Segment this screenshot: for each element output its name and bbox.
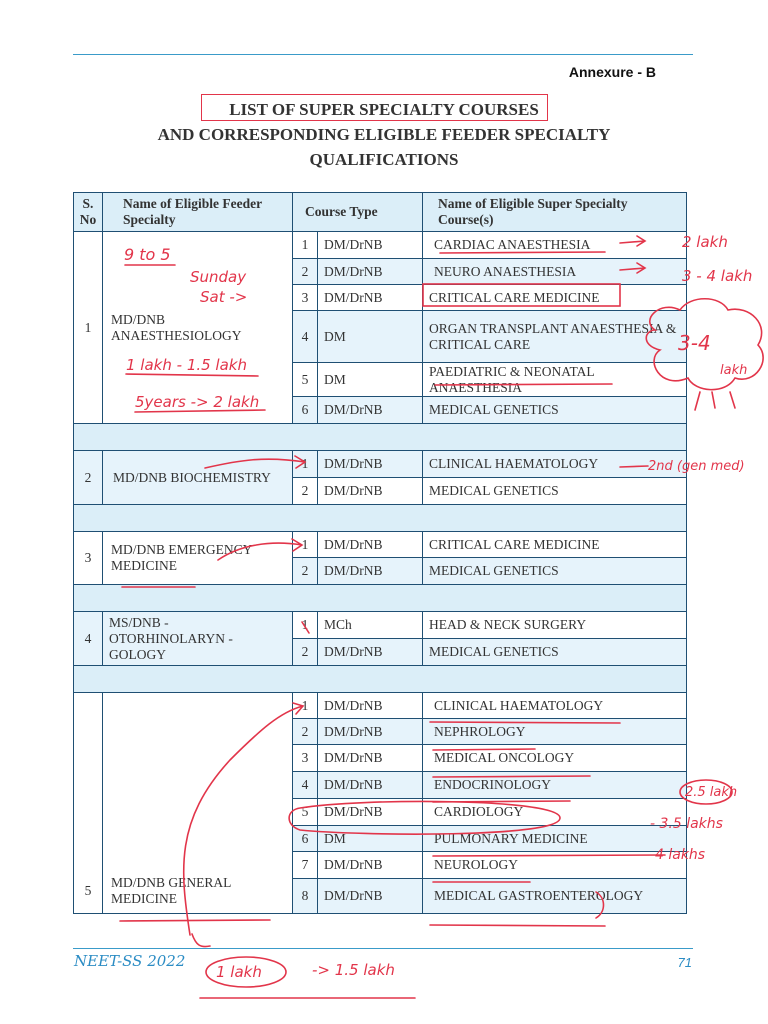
underline-nephrology [433, 749, 535, 750]
row-num: 4 [293, 311, 318, 363]
row-num: 2 [293, 478, 318, 505]
feeder-underline [120, 920, 270, 947]
cloud-legs [695, 392, 735, 410]
group-sno: 4 [74, 612, 103, 666]
row-course: NEPHROLOGY [423, 719, 687, 745]
row-num: 1 [293, 451, 318, 478]
underline-clinical-haem [430, 722, 620, 723]
row-course: MEDICAL ONCOLOGY [423, 745, 687, 772]
underline-fee [126, 374, 258, 376]
underline-oncology [433, 776, 590, 777]
row-type: DM/DrNB [318, 397, 423, 424]
row-type: DM [318, 826, 423, 852]
row-type: DM/DrNB [318, 451, 423, 478]
row-type: DM/DrNB [318, 693, 423, 719]
row-num: 3 [293, 745, 318, 772]
arrow-emergency [218, 539, 302, 560]
group-sno: 2 [74, 451, 103, 505]
row-num: 1 [293, 612, 318, 639]
group-feeder: MD/DNB ANAESTHESIOLOGY [103, 232, 293, 424]
underline-cardiac [440, 252, 605, 253]
note-fee-range: 1 lakh - 1.5 lakh [126, 356, 247, 374]
row-course: MEDICAL GENETICS [423, 639, 687, 666]
underline-gastro [430, 925, 605, 926]
underline-paediatric [435, 384, 612, 385]
row-num: 2 [293, 639, 318, 666]
row-type: DM/DrNB [318, 558, 423, 585]
row-type: DM [318, 311, 423, 363]
row-num: 5 [293, 363, 318, 397]
critical-care-box [423, 284, 620, 306]
page-title-line3: QUALIFICATIONS [309, 150, 459, 169]
arrow-neuro [620, 263, 645, 273]
row-type: DM/DrNB [318, 478, 423, 505]
group-sno: 1 [74, 232, 103, 424]
note-cardio-fee: - 3.5 lakhs [650, 816, 723, 832]
row-type: DM/DrNB [318, 772, 423, 799]
header-course-type: Course Type [293, 193, 423, 232]
cardiology-loop [289, 801, 560, 834]
underline-pulmonary [433, 855, 665, 856]
note-years: 5years -> 2 lakh [135, 393, 260, 411]
footer-title: NEET-SS 2022 [74, 952, 186, 970]
tick-mch [302, 622, 309, 633]
row-course: PAEDIATRIC & NEONATAL ANAESTHESIA [423, 363, 687, 397]
row-num: 6 [293, 826, 318, 852]
row-type: DM/DrNB [318, 799, 423, 826]
row-course: NEURO ANAESTHESIA [423, 259, 687, 285]
row-num: 2 [293, 558, 318, 585]
note-sat: Sat -> [200, 288, 248, 306]
header-feeder: Name of Eligible Feeder Specialty [103, 193, 293, 232]
row-num: 2 [293, 719, 318, 745]
note-endo-fee: 2.5 lakh [685, 785, 738, 800]
header-sno: S. No [74, 193, 103, 232]
row-num: 2 [293, 259, 318, 285]
row-num: 3 [293, 285, 318, 311]
row-num: 4 [293, 772, 318, 799]
row-course: CLINICAL HAEMATOLOGY [423, 693, 687, 719]
row-type: DM/DrNB [318, 879, 423, 914]
row-type: DM/DrNB [318, 532, 423, 558]
note-neuro-fee: 3 - 4 lakh [682, 267, 753, 285]
arrow-biochem [205, 456, 305, 468]
row-num: 6 [293, 397, 318, 424]
row-course: ORGAN TRANSPLANT ANAESTHESIA & CRITICAL CARE [423, 311, 687, 363]
row-num: 8 [293, 879, 318, 914]
page-number: 71 [677, 955, 692, 970]
arrow-gen-medicine [184, 703, 303, 935]
row-course: CARDIAC ANAESTHESIA [423, 232, 687, 259]
bracket-gastro [596, 892, 604, 918]
note-bottom-fee: 1 lakh [216, 963, 262, 981]
group-sno: 3 [74, 532, 103, 585]
group-feeder: MD/DNB EMERGENCY MEDICINE [103, 532, 293, 585]
group-feeder: MS/DNB - OTORHINOLARYN - GOLOGY [103, 612, 293, 666]
footer-rule [73, 948, 693, 949]
row-type: MCh [318, 612, 423, 639]
note-cardiac-fee: 2 lakh [682, 233, 728, 251]
row-type: DM/DrNB [318, 719, 423, 745]
row-type: DM/DrNB [318, 232, 423, 259]
row-num: 7 [293, 852, 318, 879]
row-course: PULMONARY MEDICINE [423, 826, 687, 852]
arrow-haem [620, 466, 648, 467]
row-num: 5 [293, 799, 318, 826]
group-sno: 5 [74, 693, 103, 914]
note-hours: 9 to 5 [124, 245, 171, 264]
annexure-label: Annexure - B [568, 64, 656, 80]
row-type: DM/DrNB [318, 285, 423, 311]
group-feeder: MD/DNB GENERAL MEDICINE [103, 693, 293, 914]
note-sunday: Sunday [190, 268, 247, 286]
row-type: DM/DrNB [318, 259, 423, 285]
note-haem: 2nd (gen med) [648, 459, 745, 474]
note-cloud-fee: 3-4 [678, 331, 711, 355]
row-type: DM/DrNB [318, 639, 423, 666]
row-course: CARDIOLOGY [423, 799, 687, 826]
row-num: 1 [293, 232, 318, 259]
arrow-cardiac [620, 236, 645, 246]
row-type: DM/DrNB [318, 852, 423, 879]
note-cloud-unit: lakh [720, 363, 748, 378]
row-course: MEDICAL GASTROENTEROLOGY [423, 879, 687, 914]
group-feeder: MD/DNB BIOCHEMISTRY [103, 451, 293, 505]
row-course: CRITICAL CARE MEDICINE [423, 532, 687, 558]
page-title-line1: LIST OF SUPER SPECIALTY COURSES [229, 100, 539, 119]
row-course: ENDOCRINOLOGY [423, 772, 687, 799]
row-num: 1 [293, 532, 318, 558]
row-course: HEAD & NECK SURGERY [423, 612, 687, 639]
row-course: CLINICAL HAEMATOLOGY [423, 451, 687, 478]
header-super: Name of Eligible Super Specialty Course(s) [423, 193, 687, 232]
row-course: CRITICAL CARE MEDICINE [423, 285, 687, 311]
row-course: MEDICAL GENETICS [423, 397, 687, 424]
row-num: 1 [293, 693, 318, 719]
note-bottom-fee2: -> 1.5 lakh [312, 961, 395, 979]
row-course: MEDICAL GENETICS [423, 478, 687, 505]
row-type: DM [318, 363, 423, 397]
note-pulm-fee: 4 lakhs [655, 847, 706, 863]
row-course: MEDICAL GENETICS [423, 558, 687, 585]
row-type: DM/DrNB [318, 745, 423, 772]
row-course: NEUROLOGY [423, 852, 687, 879]
page-title-line2: AND CORRESPONDING ELIGIBLE FEEDER SPECIALTY [157, 125, 611, 144]
